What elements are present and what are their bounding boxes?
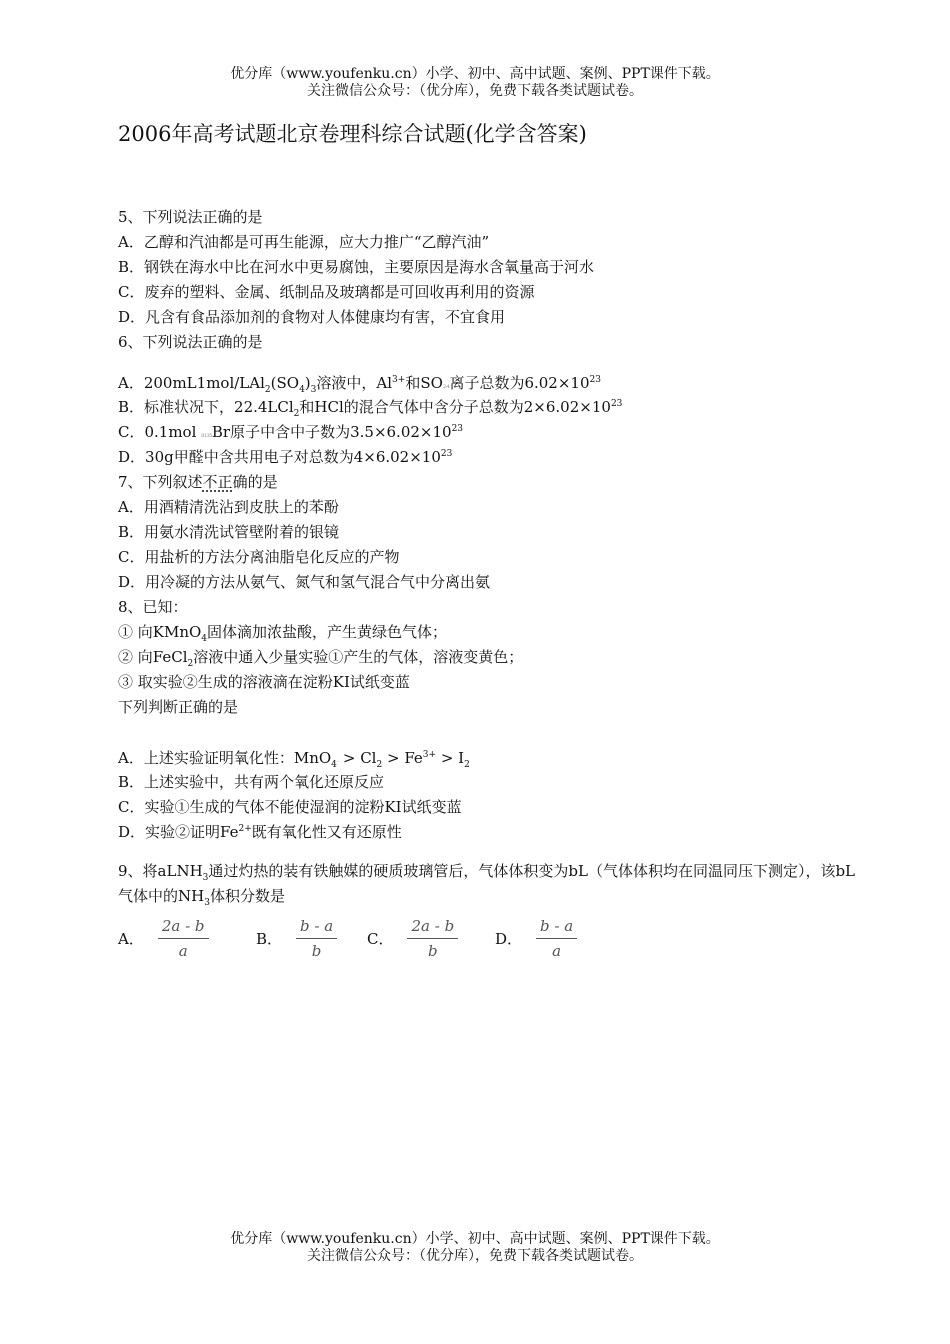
q9-options <box>118 913 863 963</box>
q8-a-sub: 2 <box>464 760 470 770</box>
q8-stem: 8、已知： <box>118 598 188 616</box>
q6-a-sup: 3+ <box>392 375 406 385</box>
q8-s1-text: 固体滴加浓盐酸，产生黄绿色气体； <box>207 623 448 641</box>
q8-a-text: A．上述实验证明氧化性：MnO <box>118 749 332 767</box>
q7-option-d: D．用冷凝的方法从氨气、氮气和氢气混合气中分离出氨 <box>118 573 491 591</box>
q6-d-text: D．30g甲醛中含共用电子对总数为4×6.02×10 <box>118 448 441 466</box>
q9-stem-text: 体积分数是 <box>209 887 285 905</box>
q8-option-c: C．实验①生成的气体不能使湿润的淀粉KI试纸变蓝 <box>118 798 462 816</box>
q6-b-text: 和HCl的混合气体中含分子总数为2×6.02×10 <box>299 398 611 416</box>
document-body <box>118 205 863 963</box>
q9-stem-text: 9、将aLNH <box>118 862 203 880</box>
q8-a-text: > Cl <box>338 749 377 767</box>
q8-option-b: B．上述实验中，共有两个氧化还原反应 <box>118 773 385 791</box>
q6-c-isotope: 8135 <box>201 433 212 439</box>
q5-option-c: C．废弃的塑料、金属、纸制品及玻璃都是可回收再利用的资源 <box>118 283 535 301</box>
q7-option-b: B．用氨水清洗试管壁附着的银镜 <box>118 523 340 541</box>
fraction-numerator: b - a <box>296 917 337 939</box>
header-line-1: 优分库（www.youfenku.cn）小学、初中、高中试题、案例、PPT课件下载。 <box>230 66 720 82</box>
q6-a-text: 和SO <box>405 374 443 392</box>
q7-stem-emphasis: 不正 <box>202 473 233 491</box>
fraction-denominator: b <box>311 941 322 960</box>
q9-option-b <box>256 917 367 960</box>
q8-ask: 下列判断正确的是 <box>118 698 239 716</box>
fraction-denominator: a <box>178 941 188 960</box>
fraction-denominator: a <box>552 941 562 960</box>
q9-stem-text: 通过灼热的装有铁触媒的硬质玻璃管后，气体体积变为bL（气体体积均在同温同压下测定），该bL气体中的NH <box>118 862 856 905</box>
fraction-denominator: b <box>428 941 438 960</box>
q8-d-sup: 2+ <box>238 824 252 834</box>
question-8 <box>118 595 863 845</box>
q6-option-d <box>118 445 863 470</box>
q9-fraction <box>158 917 209 960</box>
q9-option-a <box>118 917 256 960</box>
q5-option-a: A．乙醇和汽油都是可再生能源，应大力推广“乙醇汽油” <box>118 233 490 251</box>
q8-statement-3: ③ 取实验②生成的溶液滴在淀粉KI试纸变蓝 <box>118 673 410 691</box>
header-line-2: 关注微信公众号：（优分库），免费下载各类试题试卷。 <box>307 83 643 99</box>
q6-b-text: B．标准状况下，22.4LCl <box>118 398 294 416</box>
question-5 <box>118 205 863 330</box>
q9-stem <box>118 859 863 909</box>
page-header <box>0 66 950 100</box>
q5-option-b: B．钢铁在海水中比在河水中更易腐蚀，主要原因是海水含氧量高于河水 <box>118 258 595 276</box>
q7-stem-text: 确的是 <box>232 473 278 491</box>
q8-statement-2 <box>118 645 863 670</box>
q8-a-text: > I <box>436 749 465 767</box>
q9-stem-sub: 3 <box>204 898 210 908</box>
q8-a-sup: 3+ <box>422 750 437 760</box>
q6-a-text: (SO <box>270 374 300 392</box>
q8-statement-1 <box>118 620 863 645</box>
footer-line-2: 关注微信公众号：（优分库），免费下载各类试题试卷。 <box>307 1248 643 1264</box>
q6-a-sup: 23 <box>589 375 601 385</box>
q7-stem-text: 7、下列叙述 <box>118 473 203 491</box>
q9-fraction <box>296 917 337 960</box>
q6-b-sup: 23 <box>610 399 623 409</box>
q6-d-sup: 23 <box>440 449 453 459</box>
q7-option-c: C．用盐析的方法分离油脂皂化反应的产物 <box>118 548 400 566</box>
page-footer <box>0 1231 950 1265</box>
fraction-numerator: 2a - b <box>407 917 458 939</box>
q6-a-sub: 4 <box>299 385 305 395</box>
q6-stem: 6、下列说法正确的是 <box>118 333 263 351</box>
q8-s2-sub: 2 <box>187 659 194 669</box>
question-6 <box>118 330 863 470</box>
q6-c-sup: 23 <box>451 424 464 434</box>
q6-a-text: ) <box>304 374 311 392</box>
q8-s1-text: ① 向KMnO <box>118 623 202 641</box>
q6-a-text: 溶液中，Al <box>316 374 393 392</box>
q6-option-a <box>118 355 863 395</box>
q9-option-d <box>495 917 577 960</box>
q8-a-sub: 2 <box>376 760 383 770</box>
question-9 <box>118 859 863 963</box>
q6-b-sub: 2 <box>293 409 300 419</box>
footer-line-1: 优分库（www.youfenku.cn）小学、初中、高中试题、案例、PPT课件下载。 <box>230 1231 720 1247</box>
q9-fraction <box>407 917 458 960</box>
q9-option-label: C． <box>367 929 394 948</box>
q9-option-label: A． <box>118 929 144 948</box>
q7-stem <box>118 470 863 495</box>
q9-option-c <box>367 917 495 960</box>
q6-c-text: C．0.1mol <box>118 423 202 441</box>
q5-option-d: D．凡含有食品添加剂的食物对人体健康均有害，不宜食用 <box>118 308 506 326</box>
q6-a-sub: 2 <box>264 385 271 395</box>
document-title: 2006年高考试题北京卷理科综合试题(化学含答案) <box>118 122 587 146</box>
q8-a-sub: 4 <box>331 760 337 770</box>
q9-option-label: D． <box>495 929 523 948</box>
question-7 <box>118 470 863 595</box>
q8-a-ion-charge: - <box>336 759 339 765</box>
q6-a-text: 离子总数为6.02×10 <box>449 374 590 392</box>
q8-d-text: 既有氧化性又有还原性 <box>251 823 402 841</box>
q9-stem-sub: 3 <box>202 873 209 883</box>
spacer <box>118 845 863 859</box>
q6-option-b <box>118 395 863 420</box>
q7-option-a: A．用酒精清洗沾到皮肤上的苯酚 <box>118 498 339 516</box>
q8-a-text: > Fe <box>382 749 423 767</box>
q8-option-d <box>118 820 863 845</box>
q9-fraction <box>536 917 577 960</box>
q6-a-sub: 3 <box>310 385 317 395</box>
q5-stem: 5、下列说法正确的是 <box>118 208 263 226</box>
fraction-numerator: 2a - b <box>158 917 209 939</box>
q6-c-text: Br原子中含中子数为3.5×6.02×10 <box>211 423 452 441</box>
q6-a-ion-charge: 2-4 <box>442 384 450 390</box>
q9-option-label: B． <box>256 929 283 948</box>
q8-s1-sub: 4 <box>201 634 208 644</box>
q8-option-a <box>118 720 863 770</box>
fraction-numerator: b - a <box>536 917 577 939</box>
q6-option-c <box>118 420 863 445</box>
q8-s2-text: ② 向FeCl <box>118 648 188 666</box>
q8-d-text: D．实验②证明Fe <box>118 823 239 841</box>
q8-s2-text: 溶液中通入少量实验①产生的气体，溶液变黄色； <box>193 648 524 666</box>
q6-a-text: A．200mL1mol/LAl <box>118 374 265 392</box>
